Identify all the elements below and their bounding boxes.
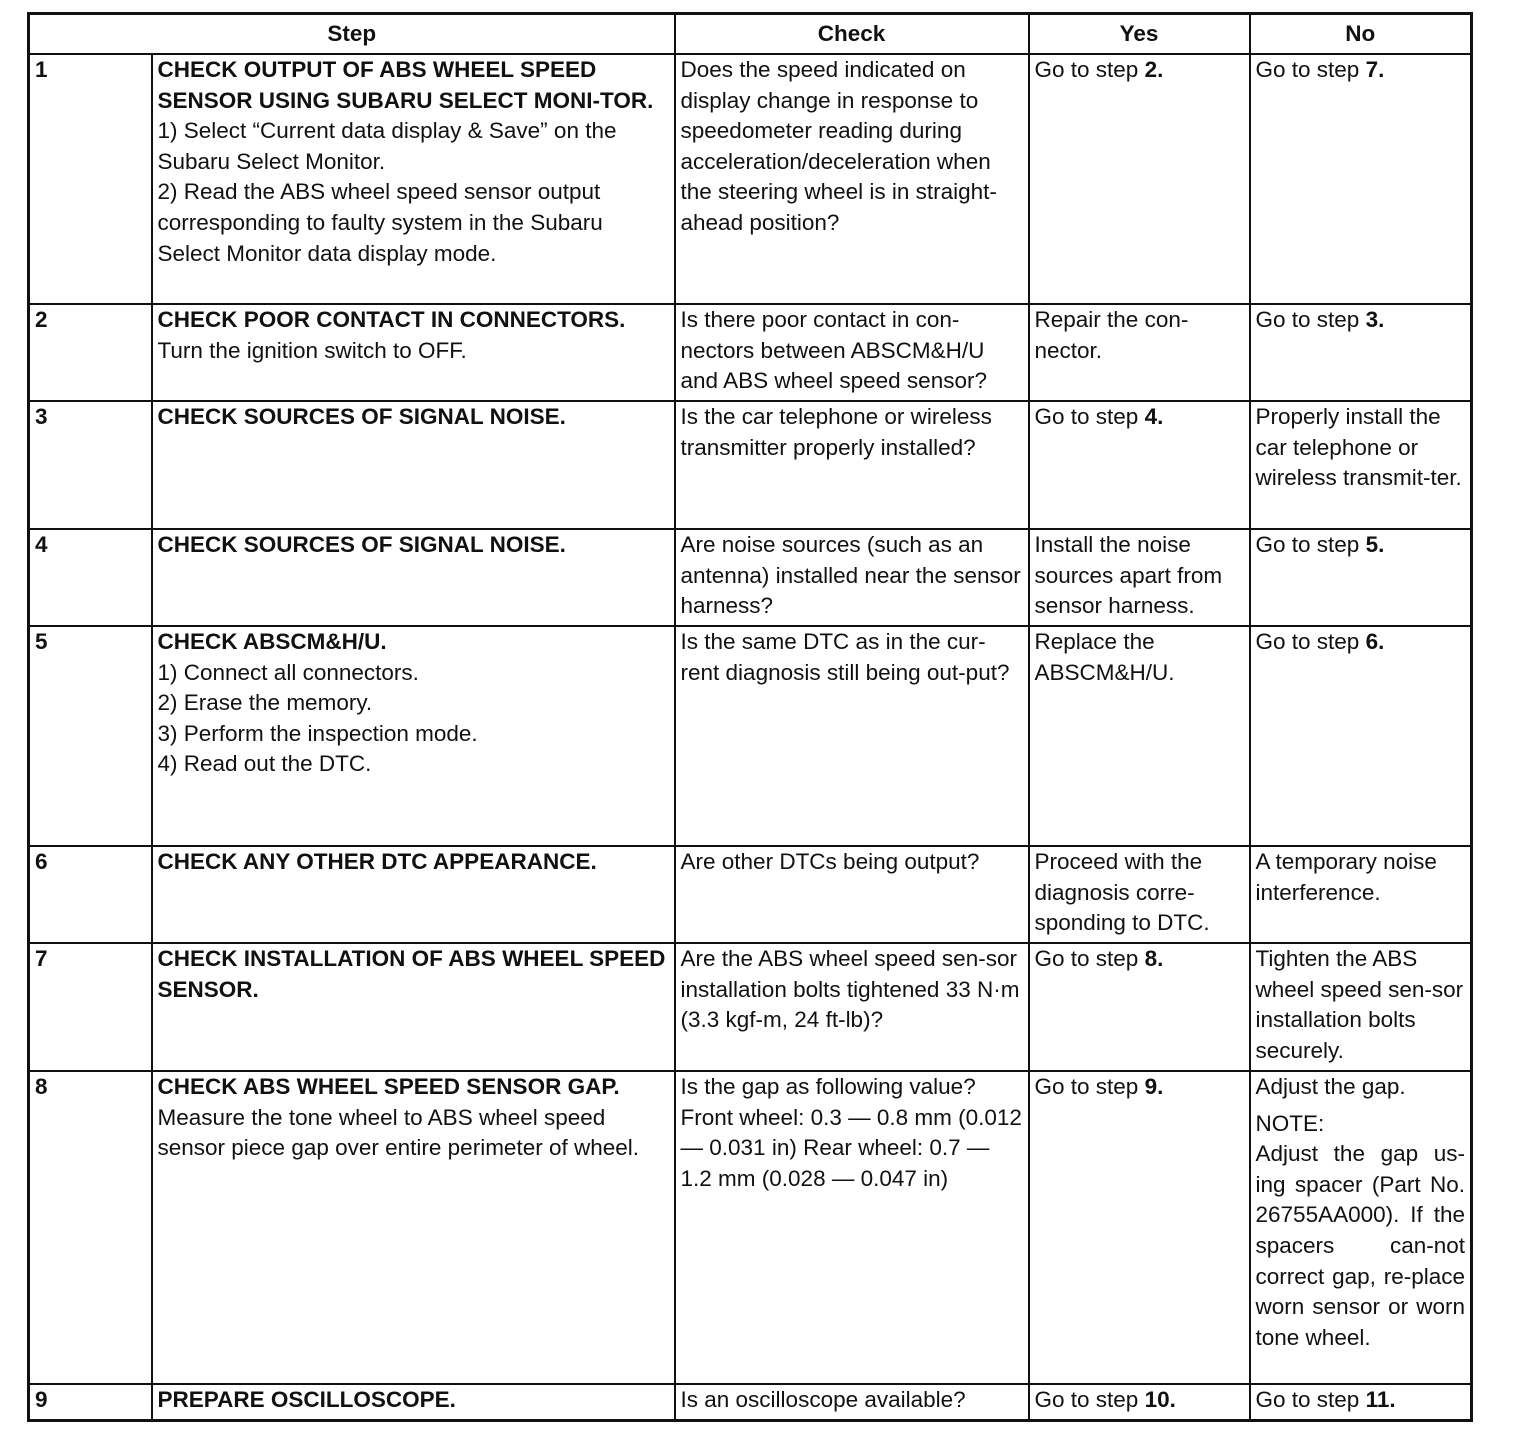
step-title: CHECK ABSCM&H/U. [157, 629, 387, 654]
yes-text: Install the noise sources apart from sensor harness. [1034, 532, 1223, 619]
header-row [29, 14, 1472, 55]
step-number: 4 [29, 529, 152, 626]
step-cell [152, 626, 675, 846]
no-cell [1250, 626, 1472, 846]
step-detail: 4) Read out the DTC. [157, 751, 372, 777]
step-title: CHECK POOR CONTACT IN CONNECTORS. [157, 307, 626, 332]
no-step-ref: 6 [1365, 629, 1379, 654]
header-check: Check [675, 14, 1029, 55]
step-title: CHECK OUTPUT OF ABS WHEEL SPEED SENSOR USING SUBARU SELECT MONI-TOR. [157, 57, 654, 113]
check-cell: Are other DTCs being output? [675, 846, 1029, 943]
header-yes: Yes [1029, 14, 1250, 55]
no-cell [1250, 401, 1472, 529]
step-title: PREPARE OSCILLOSCOPE. [157, 1387, 456, 1412]
check-cell: Are noise sources (such as an antenna) installed near the sensor harness? [675, 529, 1029, 626]
yes-step-ref: 8 [1144, 946, 1158, 971]
check-cell: Are the ABS wheel speed sen-sor installation bolts tightened 33 N·m (3.3 kgf-m, 24 ft-lb)? [675, 943, 1029, 1071]
step-number: 2 [29, 304, 152, 401]
check-cell: Is the same DTC as in the cur-rent diagnosis still being out-put? [675, 626, 1029, 846]
step-detail: Turn the ignition switch to OFF. [157, 337, 467, 363]
no-cell [1250, 1384, 1472, 1420]
table-row [29, 401, 1472, 529]
step-cell [152, 846, 675, 943]
step-cell [152, 401, 675, 529]
step-number: 5 [29, 626, 152, 846]
no-cell [1250, 846, 1472, 943]
table-row [29, 304, 1472, 401]
check-cell: Is the car telephone or wireless transmitter properly installed? [675, 401, 1029, 529]
no-text: Go to step [1255, 532, 1366, 557]
step-title: CHECK ABS WHEEL SPEED SENSOR GAP. [157, 1074, 620, 1099]
table-row [29, 1384, 1472, 1420]
header-no: No [1250, 14, 1472, 55]
no-cell [1250, 304, 1472, 401]
yes-text: Go to step [1034, 57, 1145, 82]
table-row [29, 1071, 1472, 1384]
step-cell [152, 54, 675, 304]
no-text: Adjust the gap. [1255, 1074, 1406, 1099]
step-cell [152, 529, 675, 626]
step-title: CHECK INSTALLATION OF ABS WHEEL SPEED SENSOR. [157, 946, 666, 1002]
yes-suffix: . [1157, 946, 1164, 971]
step-number: 8 [29, 1071, 152, 1384]
no-text: A temporary noise interference. [1255, 849, 1437, 905]
step-detail: 1) Select “Current data display & Save” on the Subaru Select Monitor. [157, 118, 617, 174]
yes-cell [1029, 943, 1250, 1071]
step-title: CHECK SOURCES OF SIGNAL NOISE. [157, 404, 566, 429]
yes-step-ref: 4 [1144, 404, 1158, 429]
no-cell [1250, 1071, 1472, 1384]
step-number: 3 [29, 401, 152, 529]
step-detail: 2) Erase the memory. [157, 690, 373, 716]
no-step-ref: 7 [1365, 57, 1379, 82]
no-suffix: . [1378, 532, 1385, 557]
no-cell [1250, 943, 1472, 1071]
step-cell [152, 1071, 675, 1384]
no-suffix: . [1378, 629, 1385, 654]
yes-text: Go to step [1034, 946, 1145, 971]
no-text: Go to step [1255, 629, 1366, 654]
no-suffix: . [1378, 57, 1385, 82]
yes-cell [1029, 401, 1250, 529]
yes-cell [1029, 1071, 1250, 1384]
table-row [29, 54, 1472, 304]
yes-text: Proceed with the diagnosis corre-sponding to DTC. [1034, 849, 1210, 936]
no-cell [1250, 54, 1472, 304]
yes-suffix: . [1169, 1387, 1176, 1412]
yes-text: Replace the ABSCM&H/U. [1034, 629, 1175, 685]
check-cell: Is the gap as following value? Front wheel: 0.3 — 0.8 mm (0.012 — 0.031 in) Rear wheel: 0.7 — 1.2 mm (0.028 — 0.047 in) [675, 1071, 1029, 1384]
no-text: Tighten the ABS wheel speed sen-sor installation bolts securely. [1255, 946, 1464, 1063]
step-number: 7 [29, 943, 152, 1071]
no-step-ref: 5 [1365, 532, 1379, 557]
step-detail: 2) Read the ABS wheel speed sensor output corresponding to faulty system in the Subaru Select Monitor data display mode. [157, 179, 603, 266]
step-detail: 1) Connect all connectors. [157, 659, 419, 685]
table-row [29, 529, 1472, 626]
yes-suffix: . [1157, 404, 1164, 429]
check-cell: Does the speed indicated on display change in response to speedometer reading during acceleration/deceleration when the steering wheel is in straight-ahead position? [675, 54, 1029, 304]
diagnosis-table [27, 12, 1473, 1422]
step-cell [152, 1384, 675, 1420]
check-cell: Is an oscilloscope available? [675, 1384, 1029, 1420]
yes-cell [1029, 529, 1250, 626]
table-row [29, 943, 1472, 1071]
yes-step-ref: 10 [1144, 1387, 1170, 1412]
no-step-ref: 11 [1365, 1387, 1390, 1412]
yes-cell [1029, 846, 1250, 943]
yes-cell [1029, 54, 1250, 304]
no-text: Properly install the car telephone or wireless transmit-ter. [1255, 404, 1462, 491]
yes-text: Go to step [1034, 404, 1145, 429]
yes-step-ref: 9 [1144, 1074, 1158, 1099]
step-number: 6 [29, 846, 152, 943]
note-label: NOTE: [1255, 1110, 1325, 1136]
no-text: Go to step [1255, 57, 1366, 82]
yes-suffix: . [1157, 1074, 1164, 1099]
table-row [29, 626, 1472, 846]
step-title: CHECK SOURCES OF SIGNAL NOISE. [157, 532, 566, 557]
step-number: 9 [29, 1384, 152, 1420]
step-cell [152, 943, 675, 1071]
yes-suffix: . [1157, 57, 1164, 82]
header-step: Step [29, 14, 675, 55]
yes-cell [1029, 1384, 1250, 1420]
no-suffix: . [1378, 307, 1385, 332]
table-row [29, 846, 1472, 943]
step-detail: Measure the tone wheel to ABS wheel speed sensor piece gap over entire perimeter of wheel. [157, 1104, 640, 1161]
yes-text: Go to step [1034, 1387, 1145, 1412]
yes-cell [1029, 626, 1250, 846]
step-detail: 3) Perform the inspection mode. [157, 720, 478, 746]
yes-text: Repair the con-nector. [1034, 307, 1189, 363]
no-text: Go to step [1255, 307, 1366, 332]
note-text: Adjust the gap us-ing spacer (Part No. 26755AA000). If the spacers can-not correct gap, re-place worn sensor or worn tone wheel. [1255, 1141, 1466, 1350]
no-cell [1250, 529, 1472, 626]
no-step-ref: 3 [1365, 307, 1379, 332]
step-title: CHECK ANY OTHER DTC APPEARANCE. [157, 849, 597, 874]
step-number: 1 [29, 54, 152, 304]
check-cell: Is there poor contact in con-nectors between ABSCM&H/U and ABS wheel speed sensor? [675, 304, 1029, 401]
no-suffix: . [1389, 1387, 1396, 1412]
no-text: Go to step [1255, 1387, 1366, 1412]
yes-step-ref: 2 [1144, 57, 1158, 82]
yes-text: Go to step [1034, 1074, 1145, 1099]
yes-cell [1029, 304, 1250, 401]
step-cell [152, 304, 675, 401]
